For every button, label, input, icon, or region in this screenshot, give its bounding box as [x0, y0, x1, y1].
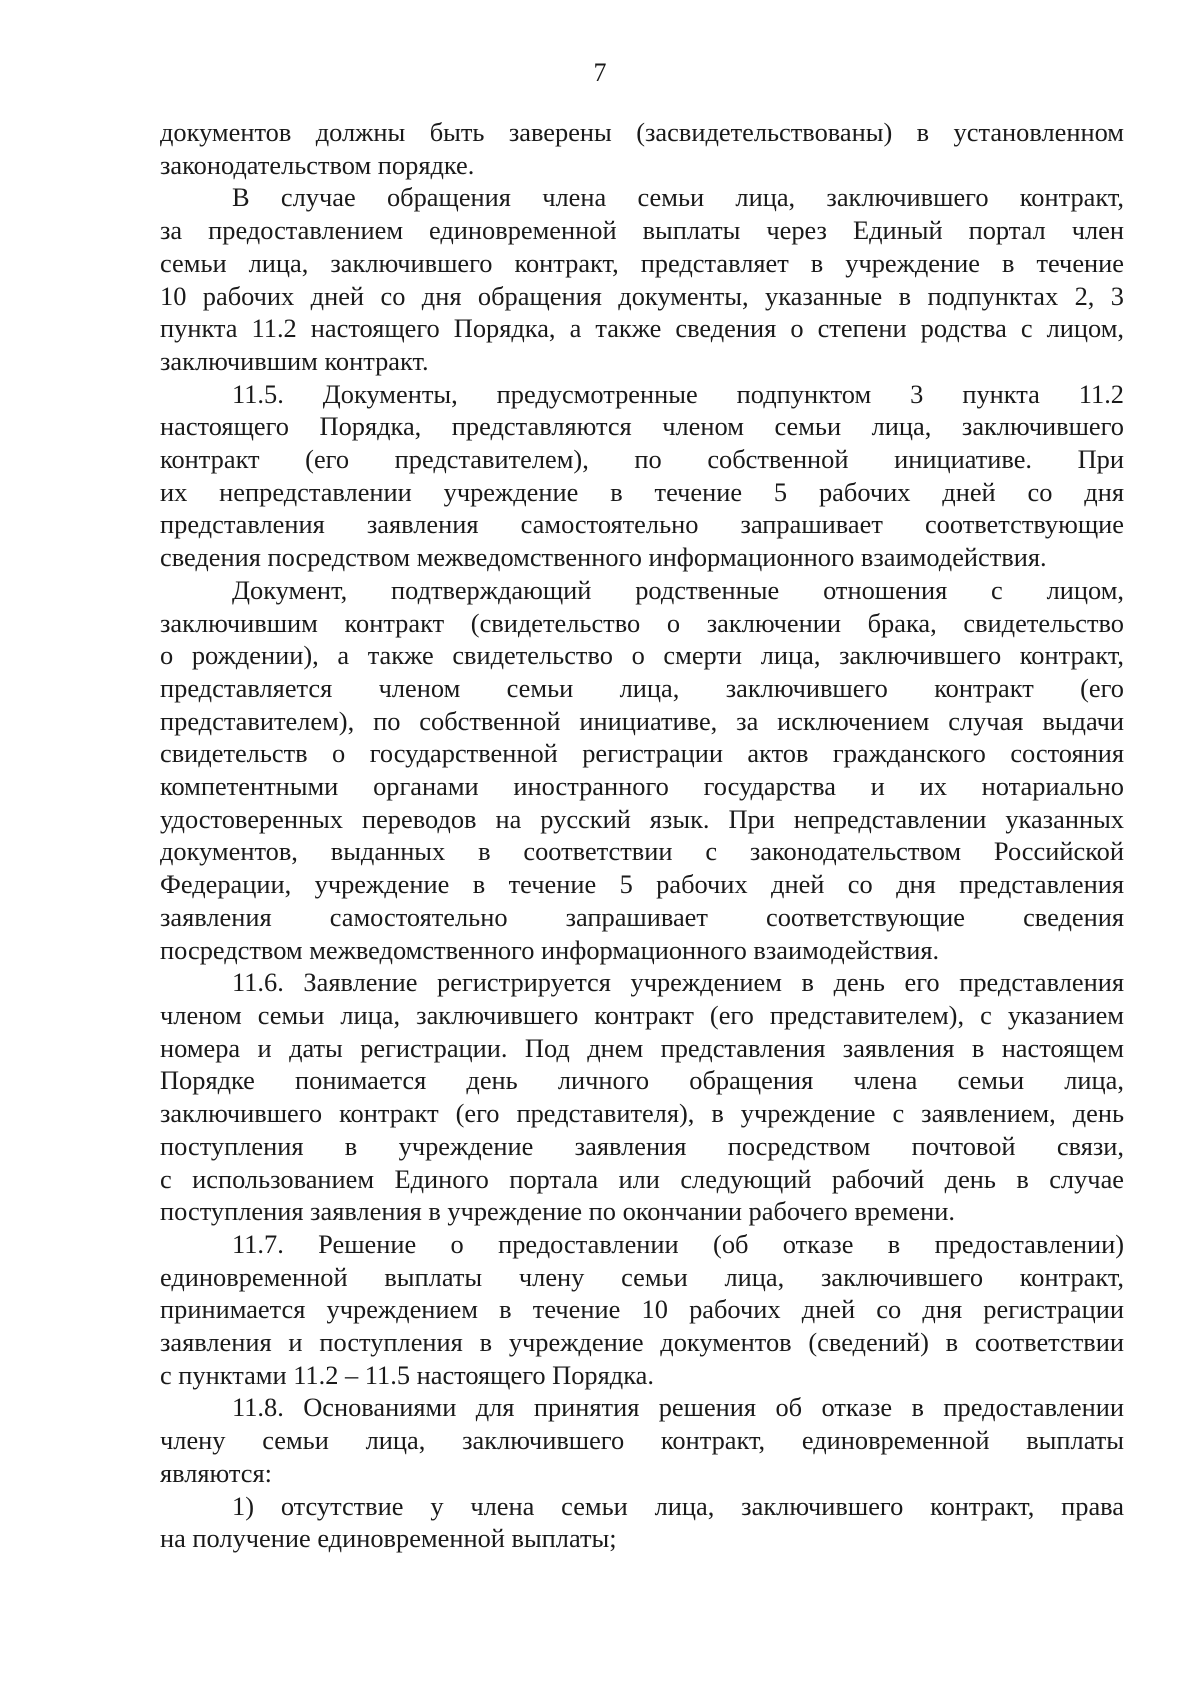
text-line: единовременной выплаты члену семьи лица, заключившего контракт,: [160, 1261, 1124, 1292]
text-line: пункта 11.2 настоящего Порядка, а также сведения о степени родства с лицом,: [160, 313, 1124, 344]
text-line: заключившим контракт.: [160, 345, 429, 376]
text-line: заявления и поступления в учреждение документов (сведений) в соответствии: [160, 1327, 1124, 1358]
paragraph: [160, 1391, 1124, 1489]
paragraph: [160, 574, 1124, 966]
text-line: 11.5. Документы, предусмотренные подпунктом 3 пункта 11.2: [232, 378, 1124, 409]
text-line: 1) отсутствие у члена семьи лица, заключившего контракт, права: [232, 1490, 1124, 1521]
text-line: о рождении), а также свидетельство о смерти лица, заключившего контракт,: [160, 640, 1124, 671]
text-line: законодательством порядке.: [160, 149, 475, 180]
text-line: В случае обращения члена семьи лица, заключившего контракт,: [232, 182, 1124, 213]
paragraph: [160, 1490, 1124, 1555]
paragraph: [160, 116, 1124, 181]
text-line: заключившего контракт (его представителя), в учреждение с заявлением, день: [160, 1098, 1124, 1129]
text-line: документов должны быть заверены (засвидетельствованы) в установленном: [160, 117, 1124, 147]
text-line: представления заявления самостоятельно запрашивает соответствующие: [160, 509, 1124, 540]
text-line: номера и даты регистрации. Под днем представления заявления в настоящем: [160, 1032, 1124, 1063]
text-line: за предоставлением единовременной выплаты через Единый портал член: [160, 215, 1124, 246]
text-line: свидетельств о государственной регистрации актов гражданского состояния: [160, 738, 1124, 769]
text-line: семьи лица, заключившего контракт, представляет в учреждение в течение: [160, 247, 1124, 278]
paragraph: [160, 1228, 1124, 1392]
paragraph: [160, 181, 1124, 377]
text-line: на получение единовременной выплаты;: [160, 1523, 617, 1554]
paragraph: [160, 966, 1124, 1228]
text-line: 10 рабочих дней со дня обращения документы, указанные в подпунктах 2, 3: [160, 280, 1124, 311]
text-line: компетентными органами иностранного государства и их нотариально: [160, 771, 1124, 802]
text-line: представляется членом семьи лица, заключившего контракт (его: [160, 672, 1124, 703]
text-line: поступления в учреждение заявления посредством почтовой связи,: [160, 1130, 1124, 1161]
document-body: [160, 116, 1124, 1555]
text-line: Федерации, учреждение в течение 5 рабочих дней со дня представления: [160, 869, 1124, 900]
text-line: посредством межведомственного информационного взаимодействия.: [160, 934, 940, 965]
text-line: 11.8. Основаниями для принятия решения об отказе в предоставлении: [232, 1392, 1124, 1423]
text-line: с пунктами 11.2 – 11.5 настоящего Порядка.: [160, 1359, 654, 1390]
text-line: заключившим контракт (свидетельство о заключении брака, свидетельство: [160, 607, 1124, 638]
text-line: Документ, подтверждающий родственные отношения с лицом,: [232, 574, 1124, 605]
paragraph: [160, 378, 1124, 574]
text-line: членом семьи лица, заключившего контракт (его представителем), с указанием: [160, 999, 1124, 1030]
text-line: 11.7. Решение о предоставлении (об отказе в предоставлении): [232, 1228, 1124, 1259]
text-line: члену семьи лица, заключившего контракт, единовременной выплаты: [160, 1425, 1124, 1456]
text-line: их непредставлении учреждение в течение 5 рабочих дней со дня: [160, 476, 1124, 507]
text-line: сведения посредством межведомственного информационного взаимодействия.: [160, 542, 1047, 573]
text-line: контракт (его представителем), по собственной инициативе. При: [160, 444, 1124, 475]
text-line: настоящего Порядка, представляются членом семьи лица, заключившего: [160, 411, 1124, 442]
text-line: поступления заявления в учреждение по окончании рабочего времени.: [160, 1196, 955, 1227]
text-line: принимается учреждением в течение 10 рабочих дней со дня регистрации: [160, 1294, 1124, 1325]
text-line: документов, выданных в соответствии с законодательством Российской: [160, 836, 1124, 867]
text-line: удостоверенных переводов на русский язык. При непредставлении указанных: [160, 803, 1124, 834]
text-line: являются:: [160, 1457, 272, 1488]
text-line: заявления самостоятельно запрашивает соответствующие сведения: [160, 901, 1124, 932]
page-number: 7: [593, 58, 607, 87]
text-line: представителем), по собственной инициативе, за исключением случая выдачи: [160, 705, 1124, 736]
text-line: с использованием Единого портала или следующий рабочий день в случае: [160, 1163, 1124, 1194]
text-line: Порядке понимается день личного обращения члена семьи лица,: [160, 1065, 1124, 1096]
text-line: 11.6. Заявление регистрируется учреждением в день его представления: [232, 967, 1124, 998]
